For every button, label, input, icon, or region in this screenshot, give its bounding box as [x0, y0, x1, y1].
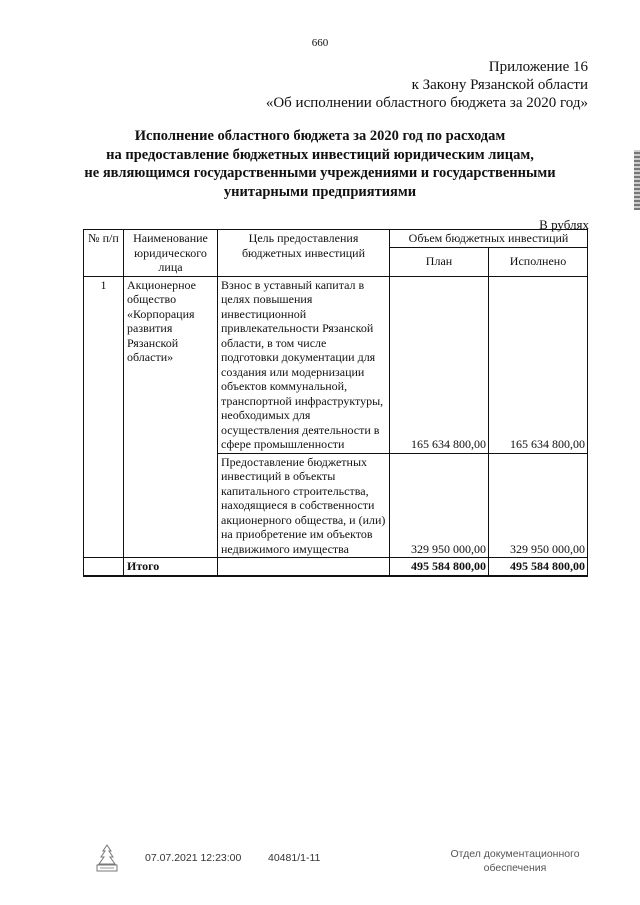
footer-department	[440, 847, 590, 875]
table-header-row	[84, 230, 588, 248]
department-line-2: обеспечения	[483, 862, 547, 874]
title-line-4: унитарными предприятиями	[223, 183, 417, 200]
budget-investments-table	[83, 229, 588, 577]
row-name: Акционерное общество «Корпорация развития Рязанской области»	[124, 276, 218, 558]
row-plan: 165 634 800,00	[390, 276, 489, 453]
header-number: № п/п	[84, 230, 124, 277]
table-row	[84, 276, 588, 453]
title-line-2: на предоставление бюджетных инвестиций юридическим лицам,	[106, 146, 534, 163]
row-executed: 165 634 800,00	[489, 276, 588, 453]
row-purpose: Предоставление бюджетных инвестиций в объекты капитального строительства, находящиеся в собственности акционерного общества, и (или) на приобретение им объектов недвижимого имущества	[218, 453, 390, 558]
row-plan: 329 950 000,00	[390, 453, 489, 558]
total-executed: 495 584 800,00	[489, 558, 588, 576]
appendix-line-3: «Об исполнении областного бюджета за 2020 год»	[265, 95, 588, 111]
header-purpose: Цель предоставления бюджетных инвестиций	[218, 230, 390, 277]
footer-datetime: 07.07.2021 12:23:00	[145, 852, 242, 864]
appendix-line-1: Приложение 16	[488, 59, 588, 75]
header-executed: Исполнено	[489, 247, 588, 276]
footer-code: 40481/1-11	[268, 852, 321, 864]
total-plan: 495 584 800,00	[390, 558, 489, 576]
table-total-row	[84, 558, 588, 576]
row-purpose: Взнос в уставный капитал в целях повышения инвестиционной привлекательности Рязанской области, в том числе подготовки документации для создания или модернизации объектов коммунальной, транспортной инфраструктуры, необходимых для осуществления деятельности в сфере промышленности	[218, 276, 390, 453]
title-line-1: Исполнение областного бюджета за 2020 год по расходам	[134, 128, 506, 144]
department-line-1: Отдел документационного	[450, 848, 580, 860]
emblem-stamp-icon	[94, 843, 120, 873]
total-label: Итого	[124, 558, 218, 576]
row-number: 1	[84, 276, 124, 558]
title-line-3: не являющимся государственными учреждениями и государственными	[84, 165, 556, 181]
header-volume: Объем бюджетных инвестиций	[390, 230, 588, 248]
document-title	[60, 127, 580, 201]
page-number: 660	[311, 37, 329, 49]
row-executed: 329 950 000,00	[489, 453, 588, 558]
currency-note: В рублях	[539, 217, 589, 232]
header-name: Наименование юридического лица	[124, 230, 218, 277]
appendix-header	[266, 58, 588, 112]
scan-edge-mark	[634, 150, 640, 210]
appendix-line-2: к Закону Рязанской области	[411, 77, 588, 93]
header-plan: План	[390, 247, 489, 276]
